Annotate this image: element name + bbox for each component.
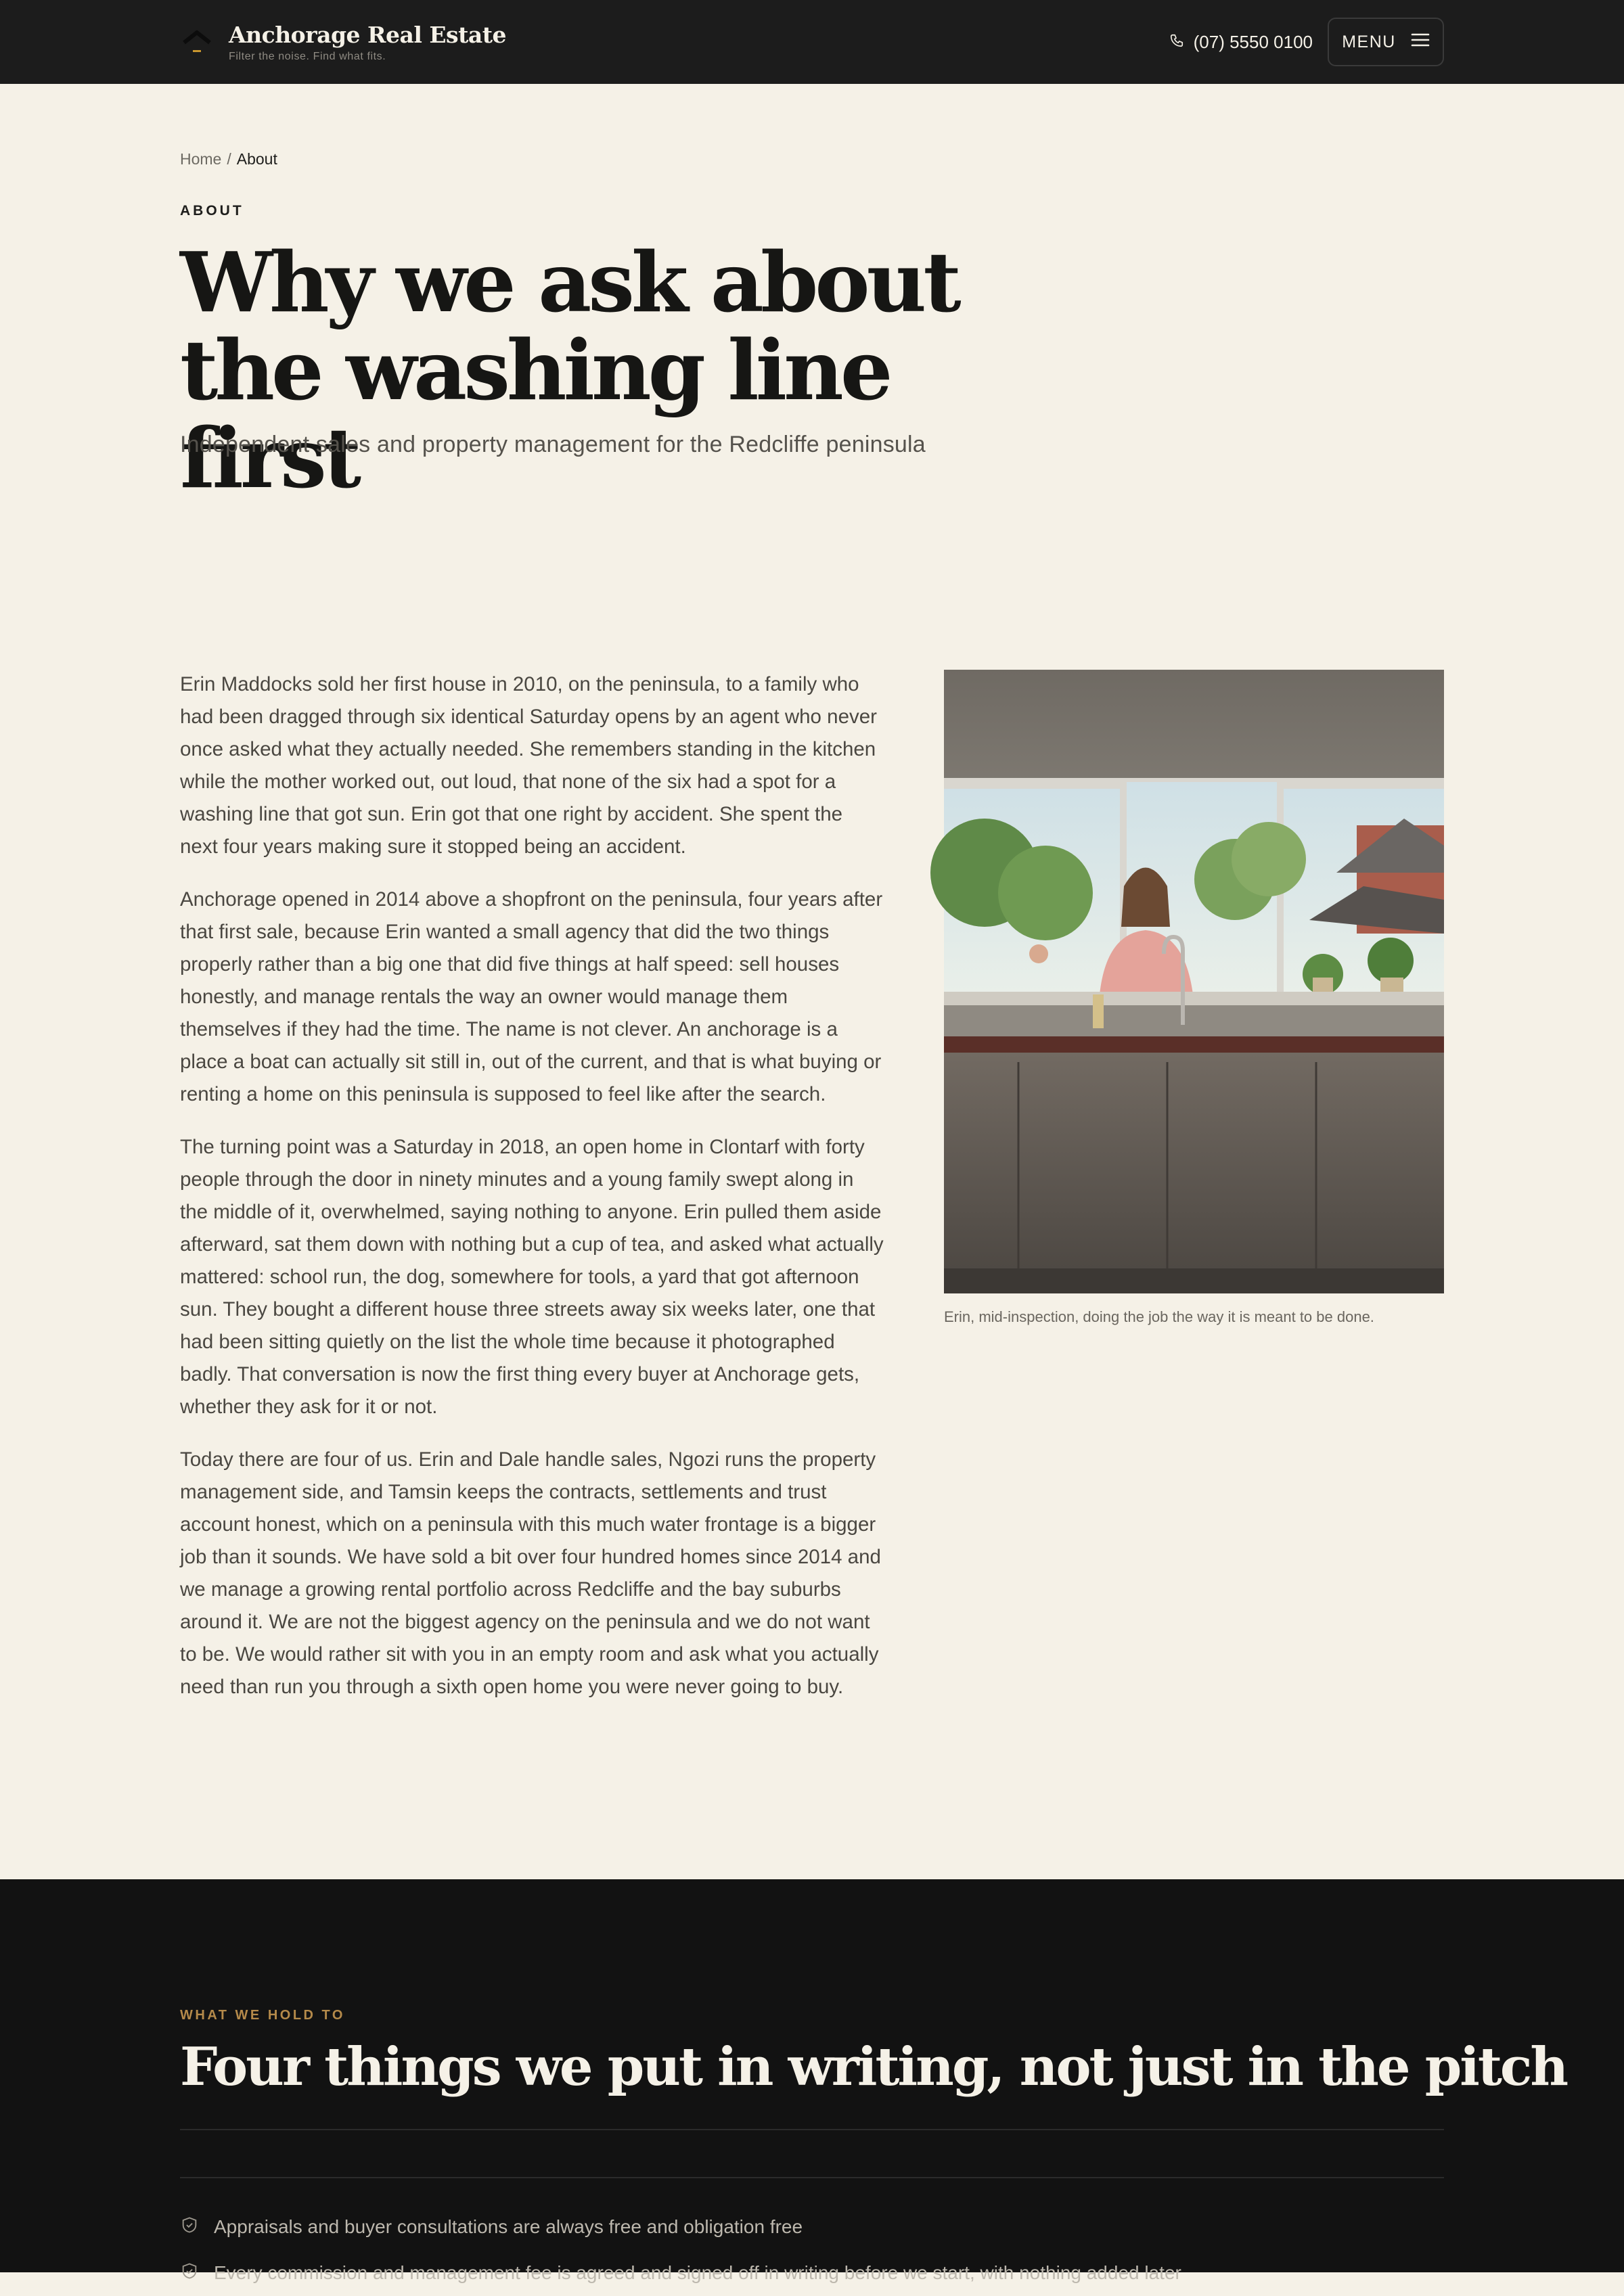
value-text: Every commission and management fee is agreed and signed off in writing before we start, with nothing added later: [214, 2262, 1181, 2283]
brand-tagline: Filter the noise. Find what fits.: [229, 50, 386, 62]
list-item: [180, 2204, 1181, 2250]
story-body: [180, 668, 884, 1724]
page-title: Why we ask about the washing line first: [180, 233, 958, 507]
breadcrumb-current: About: [236, 150, 277, 168]
house-roof-icon: [180, 25, 214, 59]
phone-link[interactable]: [1169, 32, 1313, 53]
shield-check-icon: [180, 2215, 199, 2239]
page-subtitle: Independent sales and property management for the Redcliffe peninsula: [180, 432, 926, 457]
values-divider: [180, 2177, 1444, 2178]
brand-text: [229, 22, 506, 63]
story-paragraph: Today there are four of us. Erin and Dale handle sales, Ngozi runs the property management side, and Tamsin keeps the contracts, settlements and trust account honest, which on a peninsula with this much water frontage is a bigger job than it sounds. We have sold a bit over four hundred homes since 2014 and we manage a growing rental portfolio across Redcliffe and the bay suburbs around it. We are not the biggest agency on the peninsula and we do not want to be. We would rather sit with you in an empty room and ask what you actually need than run you through a sixth open home you were never going to buy.: [180, 1448, 881, 1698]
story-paragraph: Erin Maddocks sold her first house in 2010, on the peninsula, to a family who had been dragged through six identical Saturday opens by an agent who never once asked what they actually needed. She remembers standing in the kitchen while the mother worked out, out loud, that none of the six had a spot for a washing line that got sun. Erin got that one right by accident. She spent the next four years making sure it stopped being an accident.: [180, 673, 877, 858]
section-eyebrow: ABOUT: [180, 203, 244, 219]
values-title: Four things we put in writing, not just in the pitch: [180, 2036, 1567, 2098]
brand-home-link[interactable]: [180, 22, 506, 63]
values-section: [0, 1879, 1624, 2283]
values-list: [180, 2204, 1181, 2296]
story-paragraph: Anchorage opened in 2014 above a shopfront on the peninsula, four years after that first sale, because Erin wanted a small agency that did the two things properly rather than a big one that did five things at half speed: sell houses honestly, and manage rentals the way an owner would manage them themselves if they had the time. The name is not clever. An anchorage is a place a boat can actually sit still in, out of the current, and that is what buying or renting a home on this peninsula is supposed to feel like after the search.: [180, 888, 883, 1105]
hamburger-icon: [1411, 32, 1430, 52]
header-actions: [1169, 18, 1444, 66]
story-paragraph: The turning point was a Saturday in 2018, an open home in Clontarf with forty people through the door in ninety minutes and a young family swept along in the middle of it, overwhelmed, saying nothing to anyone. Erin pulled them aside afterward, sat them down with nothing but a cup of tea, and asked what actually mattered: school run, the dog, somewhere for tools, a yard that got afternoon sun. They bought a different house three streets away six weeks later, one that had been sitting quietly on the list the whole time because it photographed badly. That conversation is now the first thing every buyer at Anchorage gets, whether they ask for it or not.: [180, 1136, 884, 1418]
shield-check-icon: [180, 2261, 199, 2285]
photo-caption: Erin, mid-inspection, doing the job the way it is meant to be done.: [944, 1308, 1374, 1325]
menu-label: MENU: [1342, 32, 1396, 51]
menu-button[interactable]: [1328, 18, 1444, 66]
kitchen-photo: [944, 670, 1444, 1293]
breadcrumb-separator: /: [227, 150, 231, 168]
value-text: Appraisals and buyer consultations are always free and obligation free: [214, 2216, 803, 2237]
site-header: [0, 0, 1624, 84]
story-figure: [944, 670, 1444, 1326]
breadcrumb-home-link[interactable]: Home: [180, 150, 222, 168]
phone-number: (07) 5550 0100: [1193, 31, 1313, 52]
brand-name: Anchorage Real Estate: [229, 21, 506, 48]
breadcrumb: [180, 150, 277, 168]
values-divider: [180, 2129, 1444, 2130]
phone-icon: [1169, 32, 1184, 53]
list-item: [180, 2250, 1181, 2296]
values-eyebrow: WHAT WE HOLD TO: [180, 2008, 345, 2023]
